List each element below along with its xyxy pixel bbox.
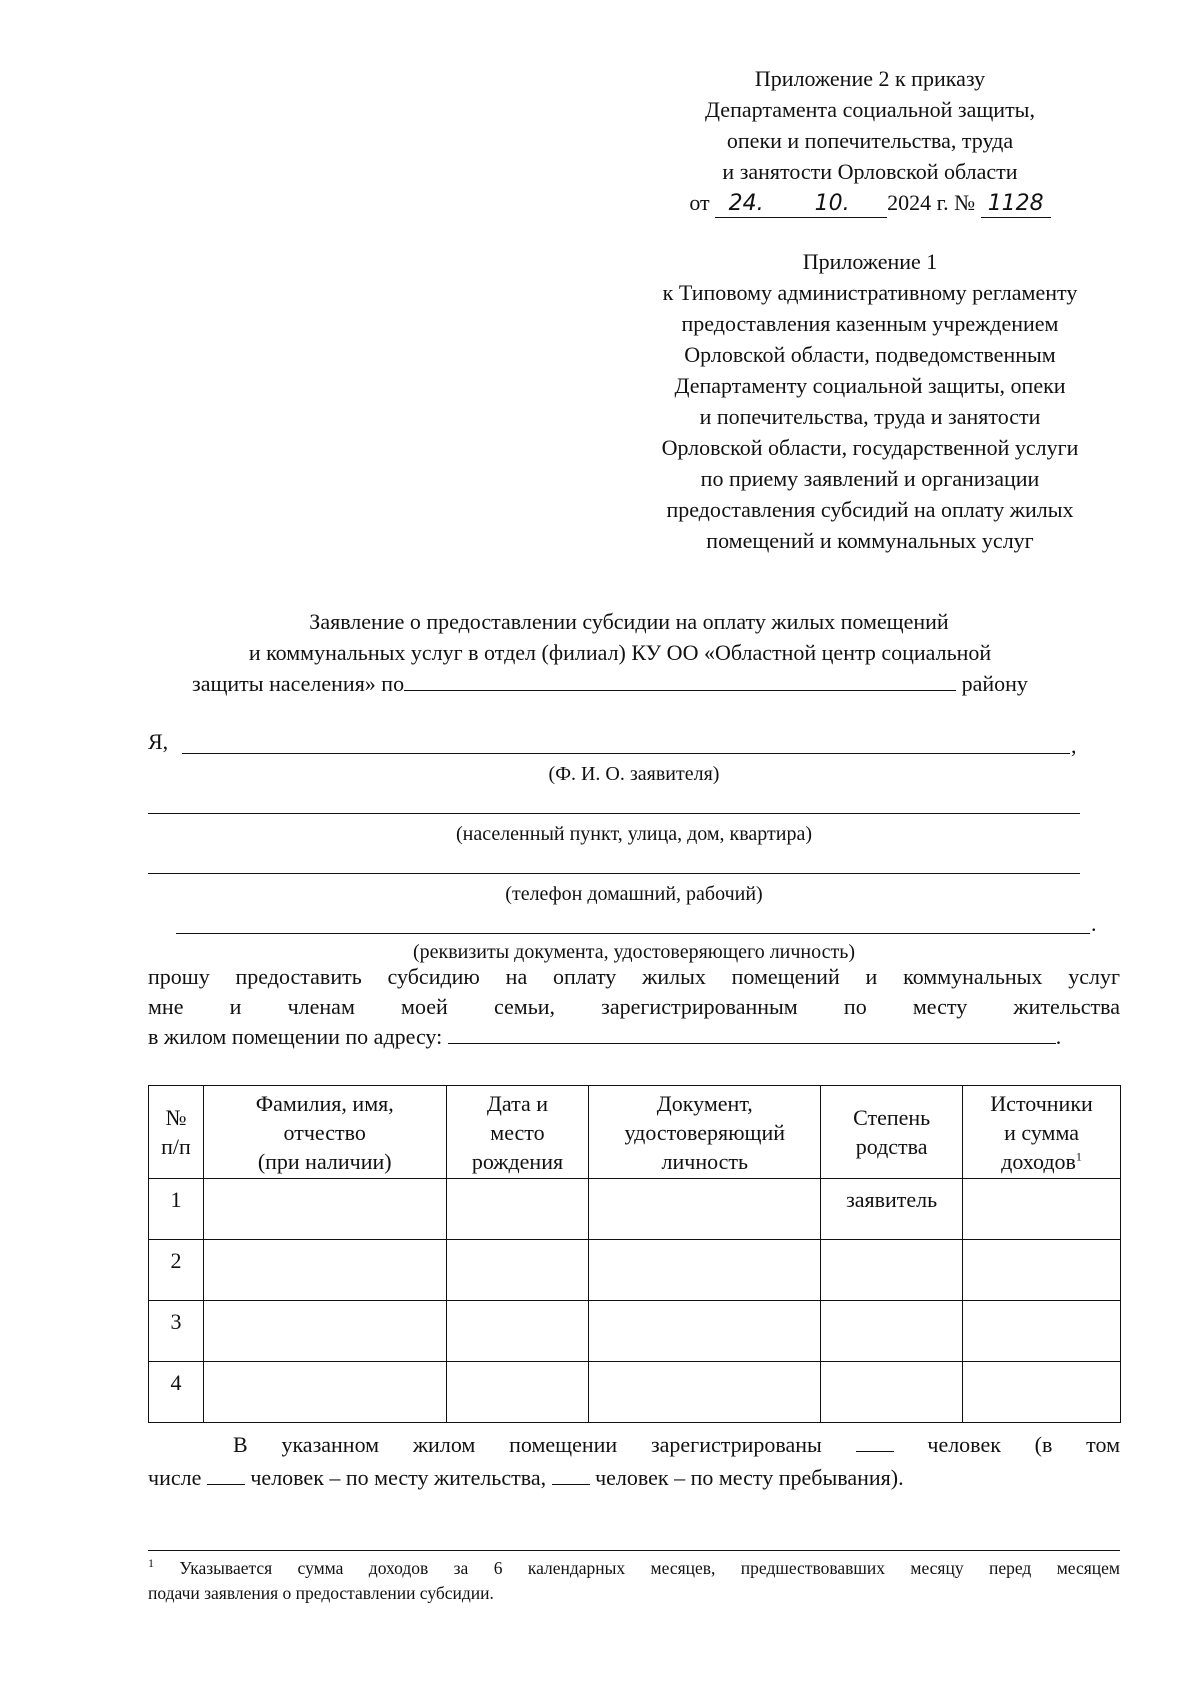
request-line: мне и членам моей семьи, зарегистрированным по месту жительства: [148, 994, 1120, 1019]
registered-line: [148, 1428, 1120, 1461]
cell-birth[interactable]: [446, 1179, 589, 1240]
title-line-district: [170, 668, 1070, 699]
header-text: Степень: [853, 1105, 931, 1130]
header-text: и сумма: [1004, 1119, 1079, 1145]
identity-document-caption: (реквизиты документа, удостоверяющего личность): [412, 941, 856, 963]
registered-text: человек (в том: [927, 1432, 1120, 1457]
table-row: [149, 1362, 1121, 1423]
cell-income[interactable]: [963, 1362, 1121, 1423]
annex-line: предоставления субсидий на оплату жилых: [666, 497, 1074, 522]
cell-full-name[interactable]: [203, 1301, 446, 1362]
cell-full-name[interactable]: [203, 1240, 446, 1301]
annex-line: предоставления казенным учреждением: [681, 311, 1059, 336]
annex-line: Департаменту социальной защиты, опеки: [674, 373, 1066, 398]
registered-text: В указанном жилом помещении зарегистрированы: [233, 1432, 822, 1457]
annex-line: к Типовому административному регламенту: [662, 280, 1078, 305]
row-number: 4: [149, 1362, 204, 1423]
header-text: п/п: [161, 1134, 191, 1159]
header-income: [963, 1086, 1121, 1179]
applicant-prefix: Я,: [148, 729, 169, 754]
header-text: (при наличии): [257, 1148, 392, 1174]
header-identity-document: [589, 1086, 821, 1179]
registered-paragraph: [148, 1428, 1120, 1494]
header-text: Источники: [990, 1090, 1093, 1116]
cell-birth[interactable]: [446, 1240, 589, 1301]
header-text: удостоверяющий: [624, 1119, 786, 1145]
cell-relation[interactable]: [821, 1240, 963, 1301]
header-text: место: [490, 1119, 545, 1145]
registered-text: человек – по месту жительства,: [250, 1465, 547, 1490]
request-line: прошу предоставить субсидию на оплату жилых помещений и коммунальных услуг: [148, 964, 1120, 989]
header-text: родства: [855, 1134, 928, 1159]
cell-relation[interactable]: [821, 1301, 963, 1362]
header-text: Дата и: [486, 1090, 549, 1116]
date-prefix: от: [689, 190, 710, 215]
header-full-name: [203, 1086, 446, 1179]
footnote-mark: 1: [148, 1556, 154, 1571]
order-number-handwritten: 1128: [981, 191, 1051, 218]
footnote: [148, 1556, 1120, 1606]
request-address-period: .: [1055, 1024, 1062, 1049]
application-title: [170, 606, 1070, 699]
request-address-prefix: в жилом помещении по адресу:: [148, 1024, 443, 1049]
header-relation: [821, 1086, 963, 1179]
annex-line: по приему заявлений и организации: [700, 466, 1040, 491]
registered-text: человек – по месту пребывания).: [595, 1465, 904, 1490]
header-text: рождения: [471, 1148, 564, 1174]
cell-identity-document[interactable]: [589, 1362, 821, 1423]
registered-line: [148, 1461, 1120, 1494]
annex-line: Орловской области, государственной услуги: [661, 435, 1079, 460]
annex-line: и попечительства, труда и занятости: [699, 404, 1041, 429]
title-line: Заявление о предоставлении субсидии на оплату жилых помещений: [309, 609, 949, 634]
footnote-line: подачи заявления о предоставлении субсидии.: [148, 1583, 494, 1603]
footnote-ref: 1: [1075, 1149, 1082, 1164]
request-paragraph: [148, 962, 1120, 1052]
header-number: [149, 1086, 204, 1179]
fio-caption: (Ф. И. О. заявителя): [548, 763, 720, 785]
footnote-line: [148, 1556, 1120, 1581]
approval-header: [620, 63, 1120, 218]
title-district-suffix: району: [961, 671, 1028, 696]
row-number: 3: [149, 1301, 204, 1362]
annex-line: Приложение 1: [802, 249, 938, 274]
family-members-table: [148, 1085, 1121, 1423]
phone-field[interactable]: [148, 873, 1080, 874]
request-address-line: [148, 1022, 1120, 1052]
identity-period: .: [1091, 911, 1097, 936]
annex-header: [600, 246, 1140, 556]
table-header-row: [149, 1086, 1121, 1179]
cell-identity-document[interactable]: [589, 1179, 821, 1240]
table-row: [149, 1301, 1121, 1362]
header-text: Документ,: [656, 1090, 753, 1116]
residence-address-field[interactable]: [448, 1043, 1056, 1044]
header-text: Фамилия, имя,: [255, 1090, 394, 1116]
annex-line: Орловской области, подведомственным: [684, 342, 1056, 367]
title-district-prefix: защиты населения» по: [192, 671, 405, 696]
header-text: личность: [661, 1148, 749, 1174]
applicant-row: [148, 729, 1120, 755]
cell-relation[interactable]: [821, 1362, 963, 1423]
annex-line: помещений и коммунальных услуг: [706, 528, 1034, 553]
approval-line: опеки и попечительства, труда: [726, 128, 1014, 153]
approval-line: и занятости Орловской области: [722, 159, 1018, 184]
table-row: [149, 1179, 1121, 1240]
cell-identity-document[interactable]: [589, 1301, 821, 1362]
footnote-text: Указывается сумма доходов за 6 календарных месяцев, предшествовавших месяцу перед месяцем: [179, 1558, 1120, 1578]
title-line: и коммунальных услуг в отдел (филиал) КУ ОО «Областной центр социальной: [248, 640, 992, 665]
address-caption: (населенный пункт, улица, дом, квартира): [455, 823, 813, 845]
cell-birth[interactable]: [446, 1362, 589, 1423]
header-text: доходов: [1001, 1148, 1076, 1174]
header-text: №: [165, 1105, 187, 1130]
fio-field[interactable]: [182, 753, 1070, 754]
footnote-separator: [148, 1550, 1120, 1551]
cell-identity-document[interactable]: [589, 1240, 821, 1301]
identity-document-field[interactable]: [176, 933, 1090, 934]
cell-income[interactable]: [963, 1301, 1121, 1362]
phone-caption: (телефон домашний, рабочий): [505, 883, 763, 905]
table-row: [149, 1240, 1121, 1301]
district-field[interactable]: [404, 690, 956, 691]
cell-income[interactable]: [963, 1240, 1121, 1301]
date-year: 2024 г. №: [887, 190, 976, 215]
row-number: 2: [149, 1240, 204, 1301]
row-number: 1: [149, 1179, 204, 1240]
fio-comma: ,: [1071, 733, 1077, 758]
address-field[interactable]: [148, 813, 1080, 814]
date-day-handwritten: 24.: [715, 191, 777, 218]
cell-birth[interactable]: [446, 1301, 589, 1362]
cell-income[interactable]: [963, 1179, 1121, 1240]
date-month-handwritten: 10.: [777, 191, 887, 218]
cell-relation[interactable]: заявитель: [821, 1179, 963, 1240]
registered-total-field[interactable]: [856, 1451, 894, 1452]
registered-text: числе: [148, 1465, 202, 1490]
registered-residence-field[interactable]: [207, 1484, 245, 1485]
header-text: отчество: [283, 1119, 366, 1145]
registered-stay-field[interactable]: [552, 1484, 590, 1485]
approval-line: Департамента социальной защиты,: [705, 97, 1035, 122]
cell-full-name[interactable]: [203, 1179, 446, 1240]
approval-line: Приложение 2 к приказу: [754, 66, 986, 91]
cell-full-name[interactable]: [203, 1362, 446, 1423]
order-date-line: [620, 187, 1120, 218]
header-birth: [446, 1086, 589, 1179]
